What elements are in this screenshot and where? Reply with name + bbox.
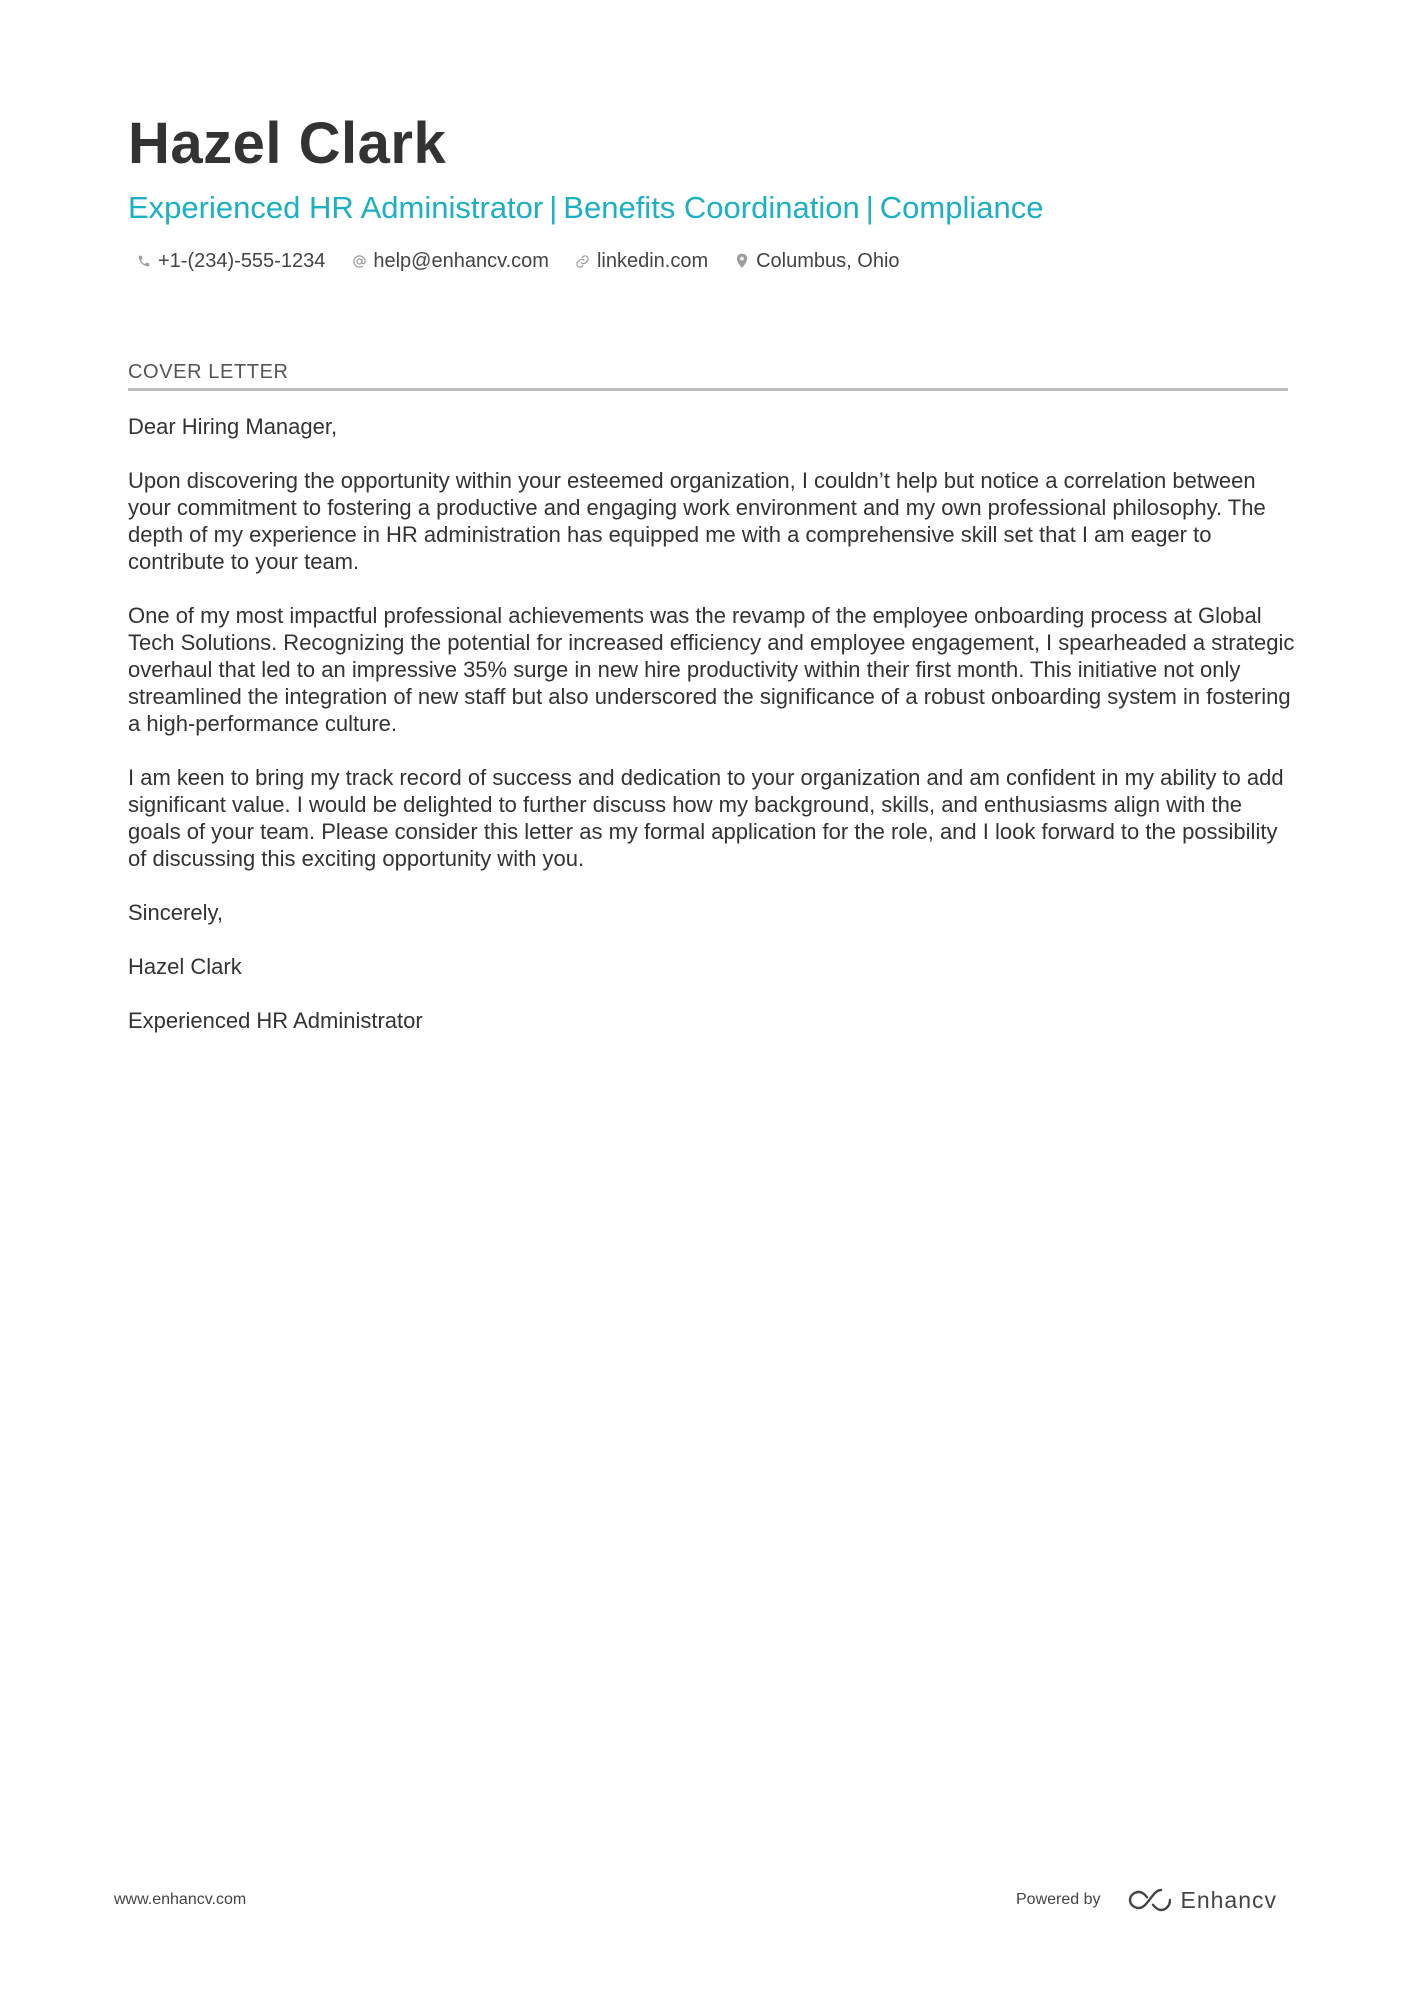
contact-phone [136, 250, 325, 273]
letter-greeting: Dear Hiring Manager, [128, 414, 338, 439]
section-title: COVER LETTER [128, 361, 289, 383]
contact-linkedin[interactable] [575, 250, 708, 273]
contact-phone-text: +1-(234)-555-1234 [158, 249, 326, 272]
headline-part-role: Experienced HR Administrator [128, 190, 544, 225]
contact-location [734, 250, 899, 273]
contact-linkedin-text: linkedin.com [596, 249, 709, 272]
letter-closing: Sincerely, [128, 900, 223, 925]
footer-branding [1016, 1880, 1277, 1920]
signature-name: Hazel Clark [128, 954, 242, 979]
headline-part-benefits: Benefits Coordination [563, 190, 860, 225]
at-icon [351, 253, 367, 269]
contact-email-text: help@enhancv.com [373, 249, 549, 272]
section-divider [128, 388, 1288, 391]
location-pin-icon [734, 253, 750, 269]
signature-title: Experienced HR Administrator [128, 1008, 423, 1033]
contact-info [128, 246, 1288, 276]
enhancv-logo-icon [1125, 1888, 1171, 1912]
brand-name: Enhancv [1180, 1886, 1278, 1913]
letter-paragraph: I am keen to bring my track record of success and dedication to your organization and am confident in my ability to add significant value. I would be delighted to further discuss how my background, skills, and enthusiasms align with the goals of your team. Please consider this letter as my formal application for the role, and I look forward to the possibility of discussing this exciting opportunity with you. [128, 765, 1284, 871]
powered-by-label: Powered by [1016, 1891, 1101, 1908]
header [128, 110, 1288, 276]
candidate-headline [128, 188, 1288, 228]
link-icon [575, 253, 591, 269]
cover-letter-section-header [128, 360, 1288, 391]
footer-website-link[interactable]: www.enhancv.com [114, 1891, 247, 1908]
candidate-name: Hazel Clark [128, 111, 447, 176]
letter-body [128, 413, 1298, 1061]
contact-email[interactable] [351, 250, 549, 273]
letter-paragraph: Upon discovering the opportunity within your esteemed organization, I couldn’t help but notice a correlation between your commitment to fostering a productive and engaging work environment and my own professional philosophy. The depth of my experience in HR administration has equipped me with a comprehensive skill set that I am eager to contribute to your team. [128, 468, 1266, 574]
letter-paragraph: One of my most impactful professional achievements was the revamp of the employee onboarding process at Global Tech Solutions. Recognizing the potential for increased efficiency and employee engagement, I spearheaded a strategic overhaul that led to an impressive 35% surge in new hire productivity within their first month. This initiative not only streamlined the integration of new staff but also underscored the significance of a robust onboarding system in fostering a high-performance culture. [128, 603, 1295, 736]
headline-separator: | [549, 190, 558, 225]
phone-icon [136, 253, 152, 269]
contact-location-text: Columbus, Ohio [756, 249, 900, 272]
headline-separator: | [865, 190, 874, 225]
headline-part-compliance: Compliance [879, 190, 1044, 225]
